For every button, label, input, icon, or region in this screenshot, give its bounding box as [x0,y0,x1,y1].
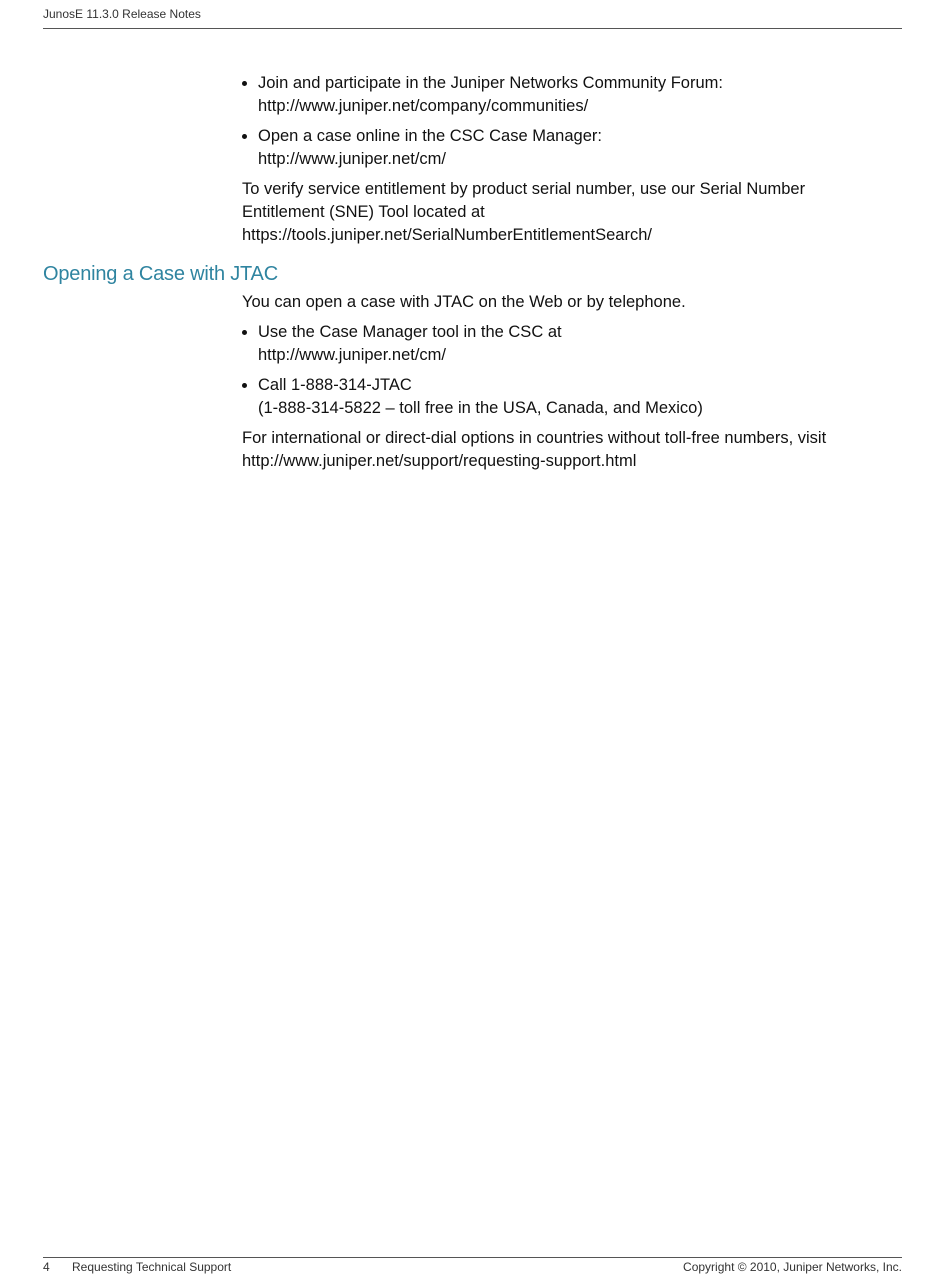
paragraph-line: Entitlement (SNE) Tool located at [242,203,485,221]
footer-copyright: Copyright © 2010, Juniper Networks, Inc. [683,1260,902,1274]
bullet-phone [242,374,872,420]
section-body [242,291,872,480]
entitlement-paragraph [242,178,872,247]
case-manager-tool-link[interactable]: http://www.juniper.net/cm/ [258,346,447,364]
footer-section-title: Requesting Technical Support [72,1260,232,1274]
bullet-community-forum [242,72,872,118]
top-block [242,72,872,254]
case-manager-link[interactable]: http://www.juniper.net/cm/ [258,150,447,168]
sne-tool-link[interactable]: https://tools.juniper.net/SerialNumberEntitlementSearch/ [242,226,652,244]
footer-rule [43,1257,902,1258]
bullet-case-manager [242,125,872,171]
paragraph-line: For international or direct-dial options in countries without toll-free numbers, visit [242,429,827,447]
phone-number: Call 1-888-314-JTAC [258,376,412,394]
footer-page-number: 4 [43,1260,50,1274]
bullet-dot [242,330,247,335]
community-forum-link[interactable]: http://www.juniper.net/company/communities/ [258,97,589,115]
requesting-support-link[interactable]: http://www.juniper.net/support/requesting-support.html [242,452,637,470]
bullet-dot [242,81,247,86]
section-heading: Opening a Case with JTAC [43,263,278,285]
bullet-dot [242,134,247,139]
bullet-text: Use the Case Manager tool in the CSC at [258,323,562,341]
header-rule [43,28,902,29]
paragraph-line: To verify service entitlement by product serial number, use our Serial Number [242,180,806,198]
phone-number-detail: (1-888-314-5822 – toll free in the USA, Canada, and Mexico) [258,399,703,417]
bullet-text: Open a case online in the CSC Case Manager: [258,127,602,145]
bullet-dot [242,383,247,388]
running-header: JunosE 11.3.0 Release Notes [43,7,201,21]
international-paragraph [242,427,872,473]
section-intro: You can open a case with JTAC on the Web or by telephone. [242,293,686,311]
bullet-text: Join and participate in the Juniper Networks Community Forum: [258,74,723,92]
bullet-case-manager-tool [242,321,872,367]
